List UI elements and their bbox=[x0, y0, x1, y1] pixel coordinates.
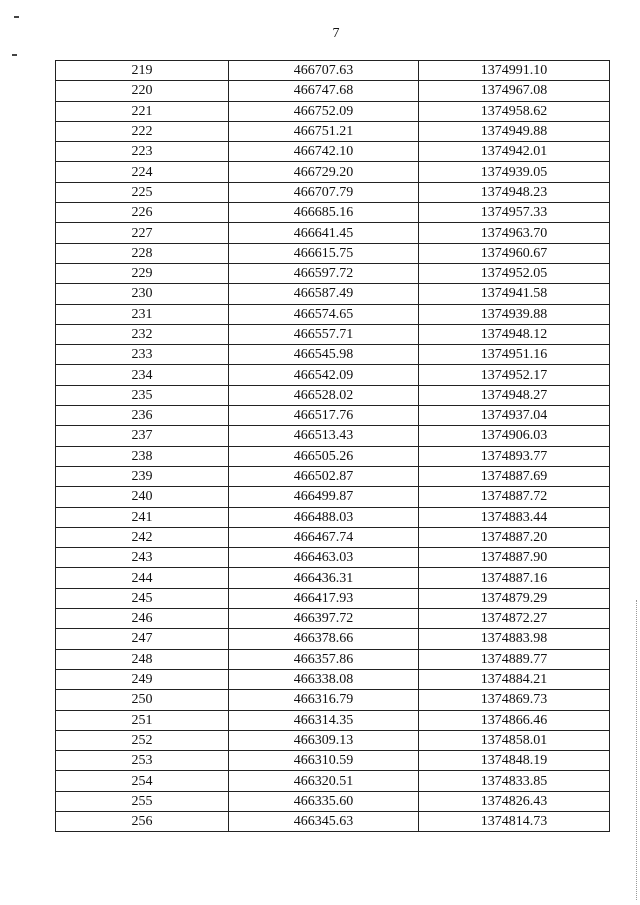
x-coordinate-cell: 466574.65 bbox=[229, 304, 419, 324]
x-coordinate-cell: 466615.75 bbox=[229, 243, 419, 263]
y-coordinate-cell: 1374939.05 bbox=[419, 162, 610, 182]
point-number-cell: 235 bbox=[56, 385, 229, 405]
point-number-cell: 237 bbox=[56, 426, 229, 446]
point-number-cell: 236 bbox=[56, 406, 229, 426]
point-number-cell: 241 bbox=[56, 507, 229, 527]
point-number-cell: 230 bbox=[56, 284, 229, 304]
y-coordinate-cell: 1374941.58 bbox=[419, 284, 610, 304]
y-coordinate-cell: 1374879.29 bbox=[419, 588, 610, 608]
x-coordinate-cell: 466357.86 bbox=[229, 649, 419, 669]
x-coordinate-cell: 466488.03 bbox=[229, 507, 419, 527]
y-coordinate-cell: 1374948.23 bbox=[419, 182, 610, 202]
table-row bbox=[56, 426, 610, 446]
y-coordinate-cell: 1374939.88 bbox=[419, 304, 610, 324]
table-row bbox=[56, 365, 610, 385]
point-number-cell: 224 bbox=[56, 162, 229, 182]
point-number-cell: 223 bbox=[56, 142, 229, 162]
point-number-cell: 240 bbox=[56, 487, 229, 507]
x-coordinate-cell: 466729.20 bbox=[229, 162, 419, 182]
y-coordinate-cell: 1374866.46 bbox=[419, 710, 610, 730]
table-row bbox=[56, 609, 610, 629]
y-coordinate-cell: 1374960.67 bbox=[419, 243, 610, 263]
table-row bbox=[56, 669, 610, 689]
x-coordinate-cell: 466685.16 bbox=[229, 203, 419, 223]
y-coordinate-cell: 1374948.27 bbox=[419, 385, 610, 405]
point-number-cell: 231 bbox=[56, 304, 229, 324]
y-coordinate-cell: 1374963.70 bbox=[419, 223, 610, 243]
table-row bbox=[56, 588, 610, 608]
point-number-cell: 252 bbox=[56, 730, 229, 750]
table-row bbox=[56, 324, 610, 344]
y-coordinate-cell: 1374906.03 bbox=[419, 426, 610, 446]
y-coordinate-cell: 1374967.08 bbox=[419, 81, 610, 101]
x-coordinate-cell: 466587.49 bbox=[229, 284, 419, 304]
x-coordinate-cell: 466502.87 bbox=[229, 466, 419, 486]
table-row bbox=[56, 507, 610, 527]
point-number-cell: 221 bbox=[56, 101, 229, 121]
y-coordinate-cell: 1374958.62 bbox=[419, 101, 610, 121]
y-coordinate-cell: 1374951.16 bbox=[419, 345, 610, 365]
y-coordinate-cell: 1374814.73 bbox=[419, 811, 610, 831]
point-number-cell: 232 bbox=[56, 324, 229, 344]
table-row bbox=[56, 548, 610, 568]
table-row bbox=[56, 568, 610, 588]
y-coordinate-cell: 1374948.12 bbox=[419, 324, 610, 344]
point-number-cell: 233 bbox=[56, 345, 229, 365]
y-coordinate-cell: 1374957.33 bbox=[419, 203, 610, 223]
x-coordinate-cell: 466542.09 bbox=[229, 365, 419, 385]
point-number-cell: 245 bbox=[56, 588, 229, 608]
point-number-cell: 247 bbox=[56, 629, 229, 649]
y-coordinate-cell: 1374887.16 bbox=[419, 568, 610, 588]
table-row bbox=[56, 406, 610, 426]
x-coordinate-cell: 466513.43 bbox=[229, 426, 419, 446]
x-coordinate-cell: 466345.63 bbox=[229, 811, 419, 831]
x-coordinate-cell: 466338.08 bbox=[229, 669, 419, 689]
y-coordinate-cell: 1374887.90 bbox=[419, 548, 610, 568]
table-row bbox=[56, 345, 610, 365]
y-coordinate-cell: 1374952.17 bbox=[419, 365, 610, 385]
point-number-cell: 243 bbox=[56, 548, 229, 568]
table-row bbox=[56, 629, 610, 649]
point-number-cell: 229 bbox=[56, 263, 229, 283]
point-number-cell: 248 bbox=[56, 649, 229, 669]
x-coordinate-cell: 466528.02 bbox=[229, 385, 419, 405]
y-coordinate-cell: 1374869.73 bbox=[419, 690, 610, 710]
y-coordinate-cell: 1374991.10 bbox=[419, 61, 610, 81]
point-number-cell: 250 bbox=[56, 690, 229, 710]
table-row bbox=[56, 811, 610, 831]
x-coordinate-cell: 466707.79 bbox=[229, 182, 419, 202]
x-coordinate-cell: 466751.21 bbox=[229, 121, 419, 141]
table-row bbox=[56, 284, 610, 304]
x-coordinate-cell: 466499.87 bbox=[229, 487, 419, 507]
table-row bbox=[56, 649, 610, 669]
y-coordinate-cell: 1374858.01 bbox=[419, 730, 610, 750]
point-number-cell: 254 bbox=[56, 771, 229, 791]
y-coordinate-cell: 1374889.77 bbox=[419, 649, 610, 669]
y-coordinate-cell: 1374887.72 bbox=[419, 487, 610, 507]
x-coordinate-cell: 466557.71 bbox=[229, 324, 419, 344]
y-coordinate-cell: 1374949.88 bbox=[419, 121, 610, 141]
x-coordinate-cell: 466309.13 bbox=[229, 730, 419, 750]
point-number-cell: 226 bbox=[56, 203, 229, 223]
x-coordinate-cell: 466707.63 bbox=[229, 61, 419, 81]
x-coordinate-cell: 466397.72 bbox=[229, 609, 419, 629]
table-row bbox=[56, 223, 610, 243]
y-coordinate-cell: 1374883.98 bbox=[419, 629, 610, 649]
x-coordinate-cell: 466436.31 bbox=[229, 568, 419, 588]
y-coordinate-cell: 1374887.69 bbox=[419, 466, 610, 486]
point-number-cell: 244 bbox=[56, 568, 229, 588]
table-row bbox=[56, 243, 610, 263]
scan-artifact-mark bbox=[14, 16, 19, 18]
table-row bbox=[56, 385, 610, 405]
point-number-cell: 219 bbox=[56, 61, 229, 81]
point-number-cell: 239 bbox=[56, 466, 229, 486]
y-coordinate-cell: 1374872.27 bbox=[419, 609, 610, 629]
point-number-cell: 242 bbox=[56, 527, 229, 547]
y-coordinate-cell: 1374848.19 bbox=[419, 751, 610, 771]
x-coordinate-cell: 466310.59 bbox=[229, 751, 419, 771]
x-coordinate-cell: 466320.51 bbox=[229, 771, 419, 791]
point-number-cell: 227 bbox=[56, 223, 229, 243]
y-coordinate-cell: 1374887.20 bbox=[419, 527, 610, 547]
x-coordinate-cell: 466335.60 bbox=[229, 791, 419, 811]
x-coordinate-cell: 466467.74 bbox=[229, 527, 419, 547]
y-coordinate-cell: 1374893.77 bbox=[419, 446, 610, 466]
coordinates-table bbox=[55, 60, 610, 832]
table-row bbox=[56, 446, 610, 466]
table-row bbox=[56, 142, 610, 162]
page-number: 7 bbox=[332, 26, 340, 41]
table-row bbox=[56, 182, 610, 202]
table-row bbox=[56, 466, 610, 486]
point-number-cell: 253 bbox=[56, 751, 229, 771]
x-coordinate-cell: 466417.93 bbox=[229, 588, 419, 608]
table-row bbox=[56, 751, 610, 771]
point-number-cell: 246 bbox=[56, 609, 229, 629]
table-row bbox=[56, 121, 610, 141]
table-row bbox=[56, 304, 610, 324]
y-coordinate-cell: 1374952.05 bbox=[419, 263, 610, 283]
point-number-cell: 251 bbox=[56, 710, 229, 730]
point-number-cell: 220 bbox=[56, 81, 229, 101]
point-number-cell: 256 bbox=[56, 811, 229, 831]
x-coordinate-cell: 466545.98 bbox=[229, 345, 419, 365]
point-number-cell: 225 bbox=[56, 182, 229, 202]
point-number-cell: 222 bbox=[56, 121, 229, 141]
table-row bbox=[56, 203, 610, 223]
table-row bbox=[56, 730, 610, 750]
table-row bbox=[56, 162, 610, 182]
x-coordinate-cell: 466747.68 bbox=[229, 81, 419, 101]
table-row bbox=[56, 263, 610, 283]
y-coordinate-cell: 1374937.04 bbox=[419, 406, 610, 426]
table-row bbox=[56, 487, 610, 507]
y-coordinate-cell: 1374942.01 bbox=[419, 142, 610, 162]
x-coordinate-cell: 466314.35 bbox=[229, 710, 419, 730]
point-number-cell: 238 bbox=[56, 446, 229, 466]
y-coordinate-cell: 1374826.43 bbox=[419, 791, 610, 811]
y-coordinate-cell: 1374883.44 bbox=[419, 507, 610, 527]
scan-edge-artifact bbox=[636, 600, 640, 900]
x-coordinate-cell: 466505.26 bbox=[229, 446, 419, 466]
x-coordinate-cell: 466378.66 bbox=[229, 629, 419, 649]
x-coordinate-cell: 466463.03 bbox=[229, 548, 419, 568]
x-coordinate-cell: 466742.10 bbox=[229, 142, 419, 162]
y-coordinate-cell: 1374833.85 bbox=[419, 771, 610, 791]
x-coordinate-cell: 466316.79 bbox=[229, 690, 419, 710]
table-row bbox=[56, 81, 610, 101]
table-row bbox=[56, 101, 610, 121]
x-coordinate-cell: 466597.72 bbox=[229, 263, 419, 283]
point-number-cell: 228 bbox=[56, 243, 229, 263]
table-row bbox=[56, 690, 610, 710]
coordinates-table-body bbox=[56, 61, 610, 832]
table-row bbox=[56, 710, 610, 730]
table-row bbox=[56, 771, 610, 791]
point-number-cell: 234 bbox=[56, 365, 229, 385]
x-coordinate-cell: 466641.45 bbox=[229, 223, 419, 243]
point-number-cell: 249 bbox=[56, 669, 229, 689]
x-coordinate-cell: 466752.09 bbox=[229, 101, 419, 121]
table-row bbox=[56, 791, 610, 811]
table-row bbox=[56, 61, 610, 81]
table-row bbox=[56, 527, 610, 547]
point-number-cell: 255 bbox=[56, 791, 229, 811]
x-coordinate-cell: 466517.76 bbox=[229, 406, 419, 426]
scan-artifact-mark bbox=[12, 54, 17, 56]
y-coordinate-cell: 1374884.21 bbox=[419, 669, 610, 689]
